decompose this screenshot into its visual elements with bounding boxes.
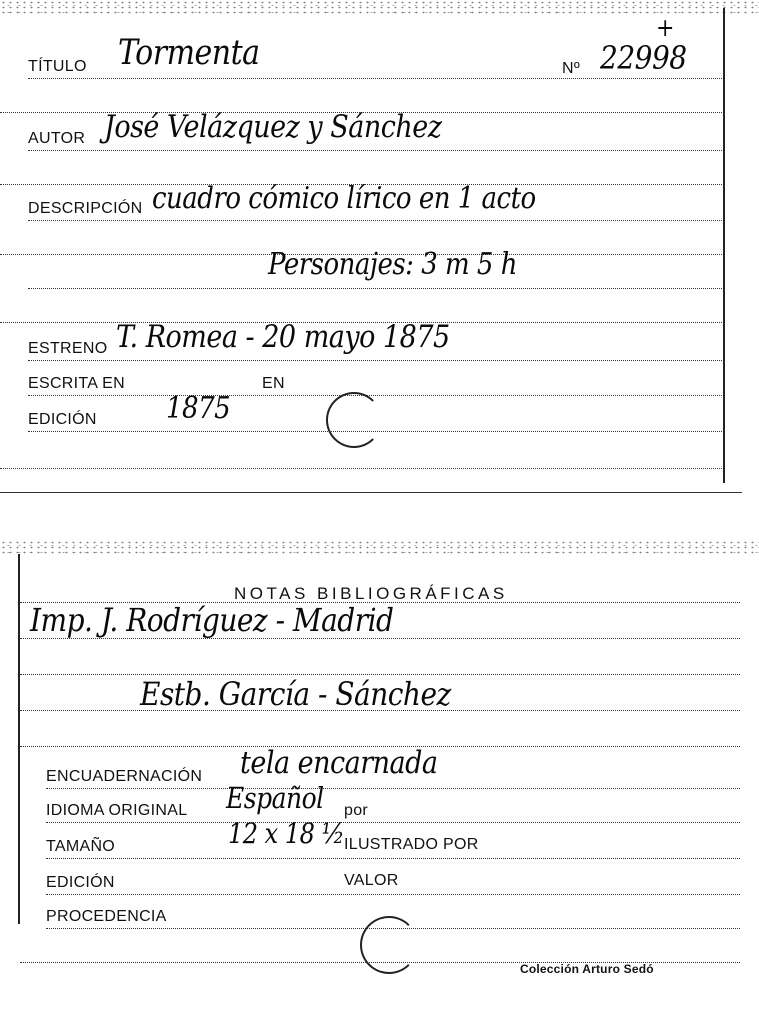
nota-line2: Estb. García - Sánchez bbox=[140, 675, 451, 713]
nota-line1: Imp. J. Rodríguez - Madrid bbox=[30, 601, 394, 639]
tamano-value: 12 x 18 ½ bbox=[228, 817, 345, 850]
descripcion-line2: Personajes: 3 m 5 h bbox=[268, 247, 517, 282]
descripcion-rule bbox=[28, 220, 722, 221]
edicion-value: 1875 bbox=[166, 391, 231, 426]
descripcion-label: DESCRIPCIÓN bbox=[28, 200, 143, 217]
titulo-value: Tormenta bbox=[118, 32, 260, 73]
collection-credit: Colección Arturo Sedó bbox=[520, 962, 654, 976]
ilustrado-label: ILUSTRADO POR bbox=[344, 836, 479, 853]
card-left-edge bbox=[18, 554, 20, 924]
tamano-rule bbox=[46, 858, 740, 859]
titulo-rule bbox=[28, 78, 722, 79]
numero-mark: + bbox=[656, 14, 674, 43]
estreno-value: T. Romea - 20 mayo 1875 bbox=[116, 319, 450, 355]
edicion-label: EDICIÓN bbox=[28, 411, 97, 428]
descripcion-value: cuadro cómico lírico en 1 acto bbox=[152, 181, 536, 216]
numero-label: Nº bbox=[562, 60, 580, 77]
valor-label: VALOR bbox=[344, 872, 399, 889]
por-label: por bbox=[344, 802, 369, 819]
escrita-en-rule bbox=[28, 395, 722, 396]
edicion-label-back: EDICIÓN bbox=[46, 874, 115, 891]
idioma-label: IDIOMA ORIGINAL bbox=[46, 802, 188, 819]
catalog-card-back bbox=[0, 540, 759, 1028]
catalog-card-front bbox=[0, 0, 759, 493]
nota-rule-3 bbox=[20, 710, 740, 711]
card-bottom-edge bbox=[0, 492, 742, 493]
tamano-label: TAMAÑO bbox=[46, 838, 116, 855]
numero-value: 22998 bbox=[600, 39, 687, 77]
idioma-rule bbox=[46, 822, 740, 823]
blank-rule bbox=[0, 468, 722, 469]
encuadernacion-rule bbox=[46, 788, 740, 789]
encuadernacion-value: tela encarnada bbox=[240, 745, 438, 781]
autor-value: José Velázquez y Sánchez bbox=[104, 109, 442, 145]
en-label: EN bbox=[262, 375, 285, 392]
estreno-rule bbox=[28, 360, 722, 361]
punch-hole bbox=[326, 392, 382, 448]
card-top-edge-texture bbox=[0, 0, 759, 14]
personajes-rule bbox=[28, 288, 722, 289]
card-right-edge bbox=[723, 8, 725, 483]
autor-label: AUTOR bbox=[28, 130, 86, 147]
notas-heading: NOTAS BIBLIOGRÁFICAS bbox=[234, 584, 508, 603]
punch-hole bbox=[360, 916, 418, 974]
autor-rule bbox=[28, 150, 722, 151]
edicion-rule-back bbox=[46, 894, 740, 895]
card-top-edge-texture bbox=[0, 540, 759, 554]
procedencia-label: PROCEDENCIA bbox=[46, 908, 167, 925]
encuadernacion-label: ENCUADERNACIÓN bbox=[46, 768, 203, 785]
escrita-en-label: ESCRITA EN bbox=[28, 375, 125, 392]
nota-rule-1 bbox=[20, 638, 740, 639]
titulo-label: TÍTULO bbox=[28, 58, 87, 75]
estreno-label: ESTRENO bbox=[28, 340, 108, 357]
idioma-value: Español bbox=[226, 781, 324, 815]
